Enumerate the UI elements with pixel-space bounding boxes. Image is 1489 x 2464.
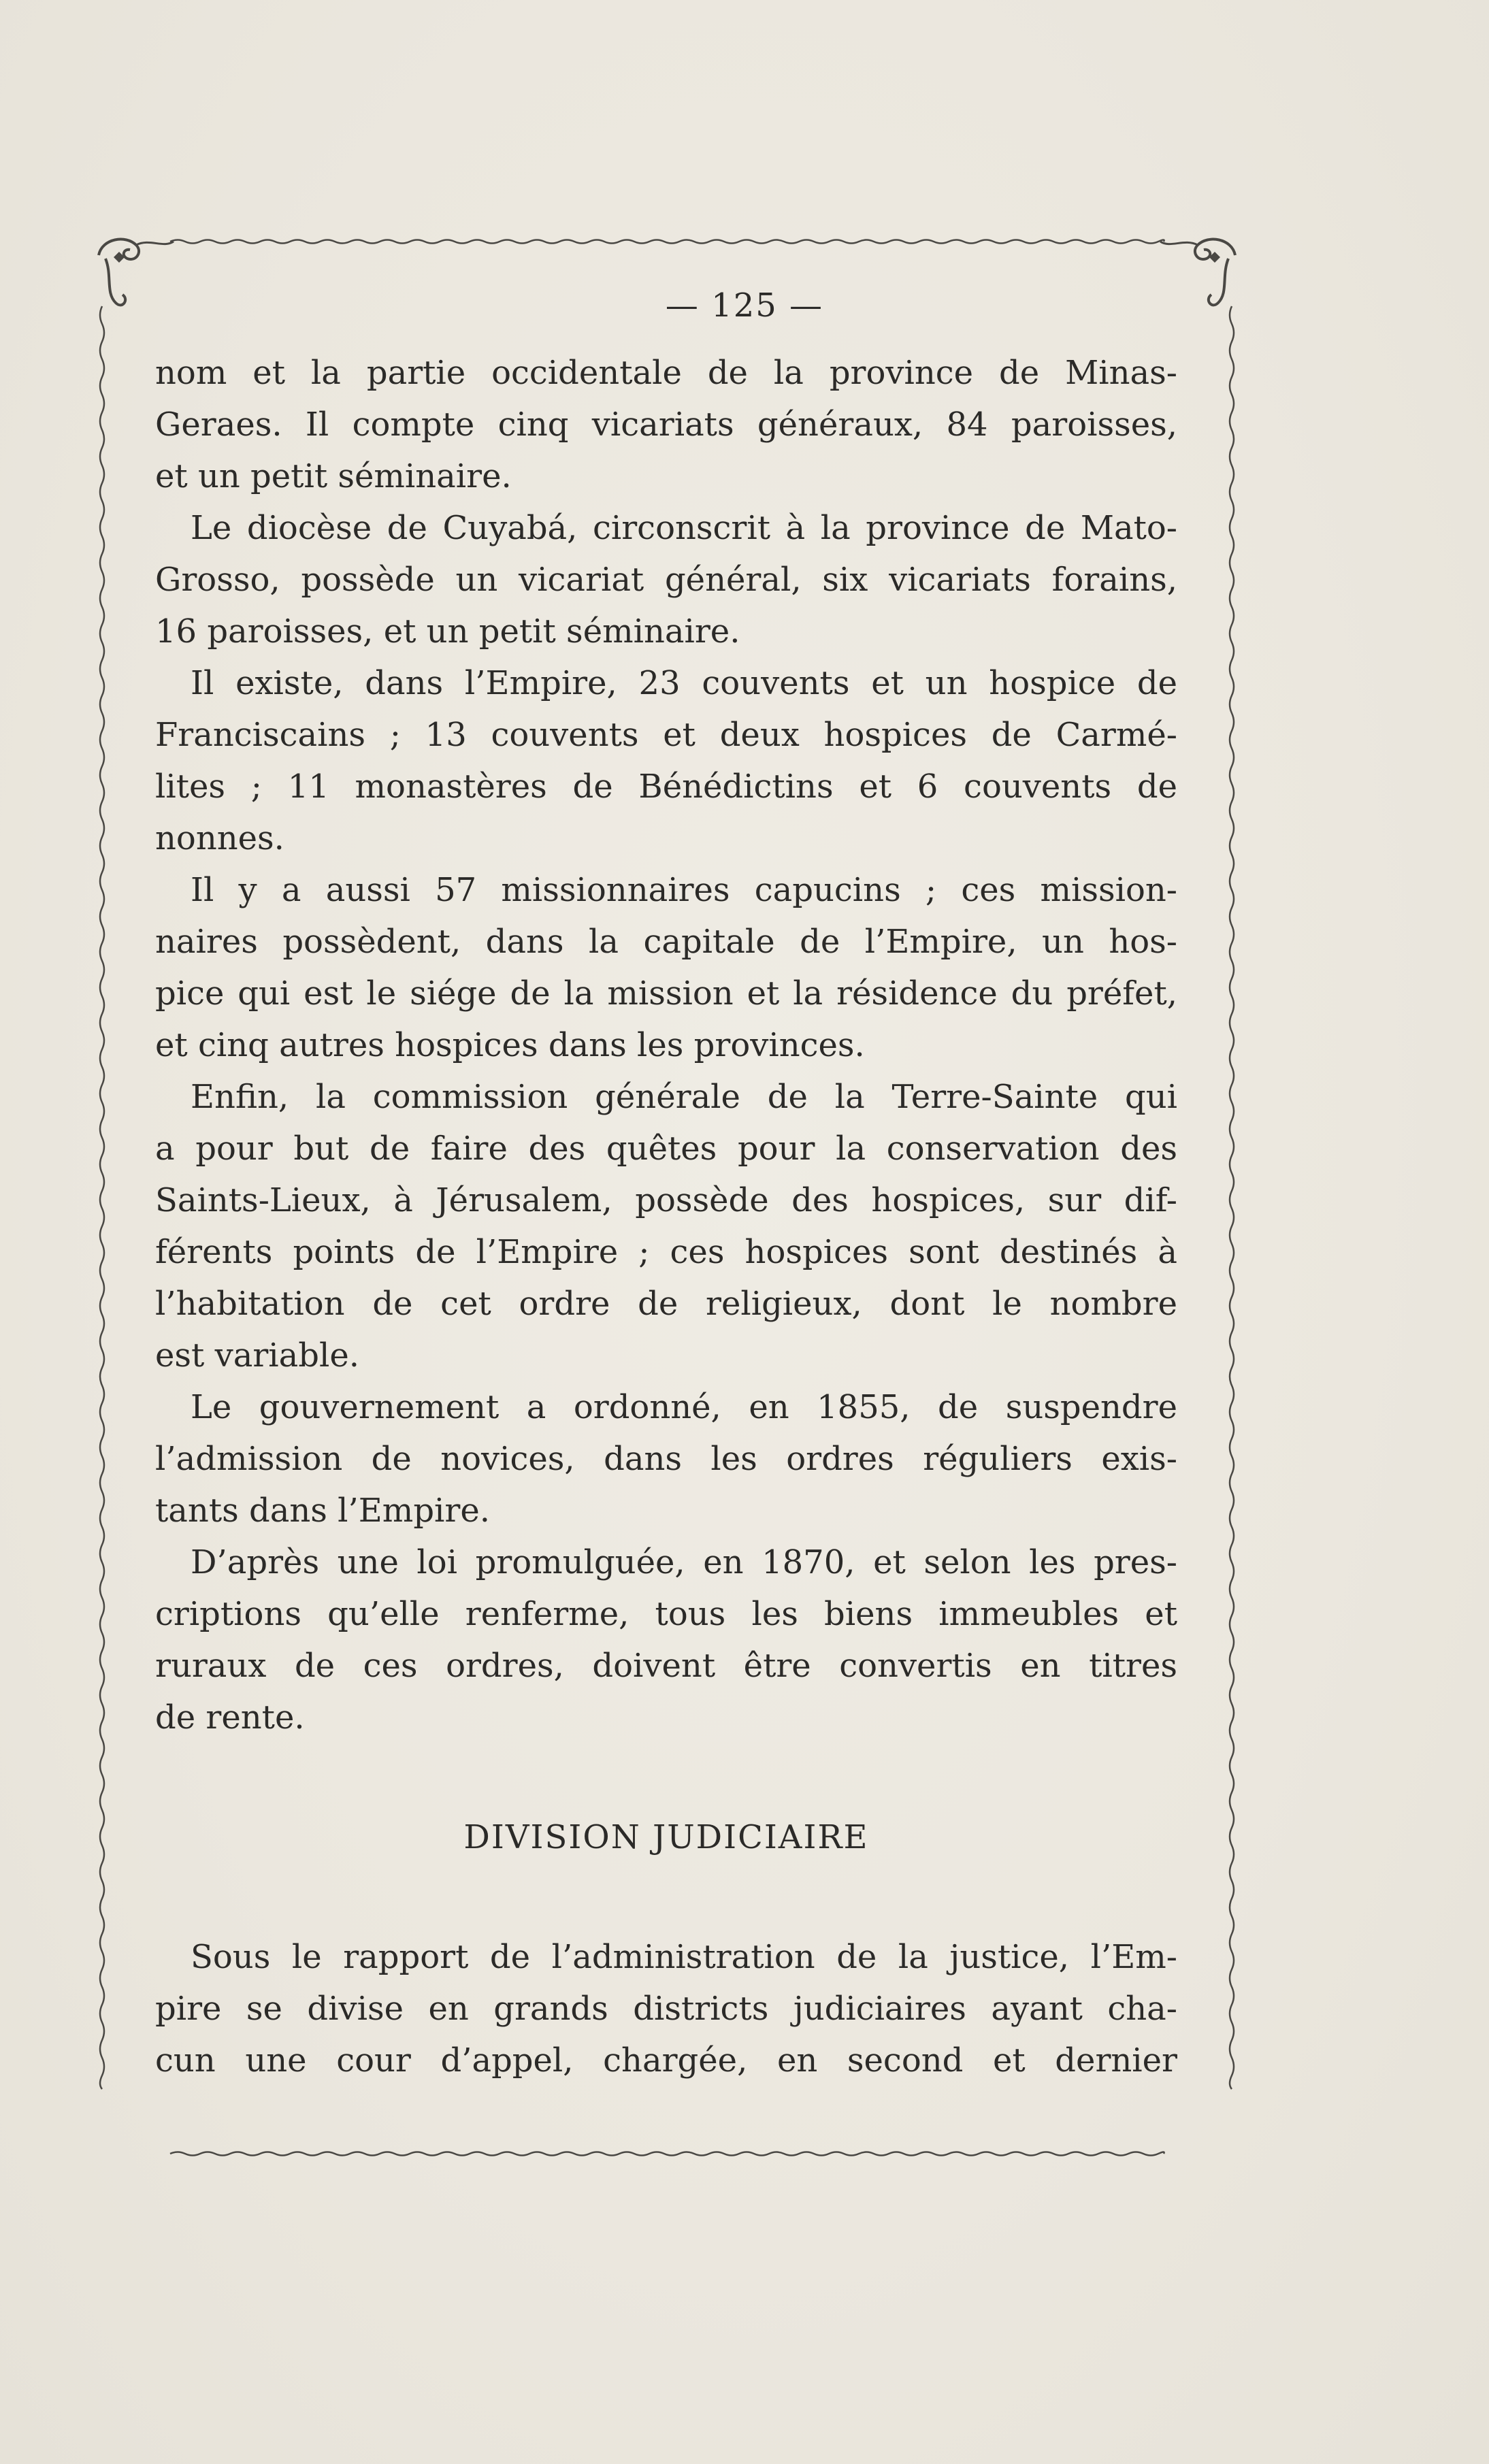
paragraph xyxy=(155,864,1177,1071)
border-line xyxy=(170,2152,1164,2156)
text-line: Le diocèse de Cuyabá, circonscrit à la province de Mato- xyxy=(191,509,1177,547)
text-line: pire se divise en grands districts judiciaires ayant cha- xyxy=(155,1990,1177,2028)
text-line: Le gouvernement a ordonné, en 1855, de suspendre xyxy=(191,1388,1177,1426)
text-line: et cinq autres hospices dans les provinces. xyxy=(155,1026,865,1064)
paragraph xyxy=(155,1931,1177,2086)
page-number: — 125 — xyxy=(665,286,824,325)
paragraph xyxy=(155,1537,1177,1743)
text-line: Enfin, la commission générale de la Terre-Sainte qui xyxy=(191,1078,1177,1116)
text-line: Geraes. Il compte cinq vicariats généraux, 84 paroisses, xyxy=(155,406,1177,444)
text-line: nom et la partie occidentale de la province de Minas- xyxy=(155,354,1177,392)
text-line: Il existe, dans l’Empire, 23 couvents et un hospice de xyxy=(191,664,1177,702)
text-line: Il y a aussi 57 missionnaires capucins ; ces mission- xyxy=(191,871,1177,909)
text-line: nonnes. xyxy=(155,819,284,857)
text-line: naires possèdent, dans la capitale de l’Empire, un hos- xyxy=(155,923,1177,961)
final-paragraph xyxy=(155,1931,1177,2086)
text-line: cun une cour d’appel, chargée, en second et dernier xyxy=(155,2041,1177,2080)
text-line: a pour but de faire des quêtes pour la conservation des xyxy=(155,1130,1177,1168)
text-line: pice qui est le siége de la mission et la résidence du préfet, xyxy=(155,974,1177,1013)
border-line xyxy=(100,306,104,2089)
border-line xyxy=(1230,306,1234,2089)
text-line: lites ; 11 monastères de Bénédictins et 6 couvents de xyxy=(155,768,1177,806)
border-line xyxy=(170,240,1164,244)
text-line: ruraux de ces ordres, doivent être convertis en titres xyxy=(155,1647,1177,1685)
text-line: Grosso, possède un vicariat général, six vicariats forains, xyxy=(155,561,1177,599)
paragraph xyxy=(155,347,1177,502)
text-line: l’habitation de cet ordre de religieux, dont le nombre xyxy=(155,1285,1177,1323)
text-line: de rente. xyxy=(155,1698,305,1737)
paragraph xyxy=(155,1381,1177,1537)
section-heading: DIVISION JUDICIAIRE xyxy=(463,1818,869,1856)
text-line: l’admission de novices, dans les ordres réguliers exis- xyxy=(155,1440,1177,1478)
text-line: criptions qu’elle renferme, tous les biens immeubles et xyxy=(155,1595,1177,1633)
text-line: 16 paroisses, et un petit séminaire. xyxy=(155,612,740,651)
text-line: tants dans l’Empire. xyxy=(155,1492,490,1530)
paragraph xyxy=(155,1071,1177,1381)
paragraphs xyxy=(155,347,1177,1743)
text-line: Franciscains ; 13 couvents et deux hospices de Carmé- xyxy=(155,716,1177,754)
text-line: est variable. xyxy=(155,1336,359,1375)
text-line: Sous le rapport de l’administration de la justice, l’Em- xyxy=(191,1938,1177,1976)
paragraph xyxy=(155,502,1177,657)
paragraph xyxy=(155,657,1177,864)
text-line: férents points de l’Empire ; ces hospices sont destinés à xyxy=(155,1233,1177,1271)
text-line: et un petit séminaire. xyxy=(155,457,512,495)
text-line: D’après une loi promulguée, en 1870, et selon les pres- xyxy=(191,1543,1177,1581)
text-line: Saints-Lieux, à Jérusalem, possède des hospices, sur dif- xyxy=(155,1181,1177,1219)
body-text xyxy=(155,276,1177,2086)
